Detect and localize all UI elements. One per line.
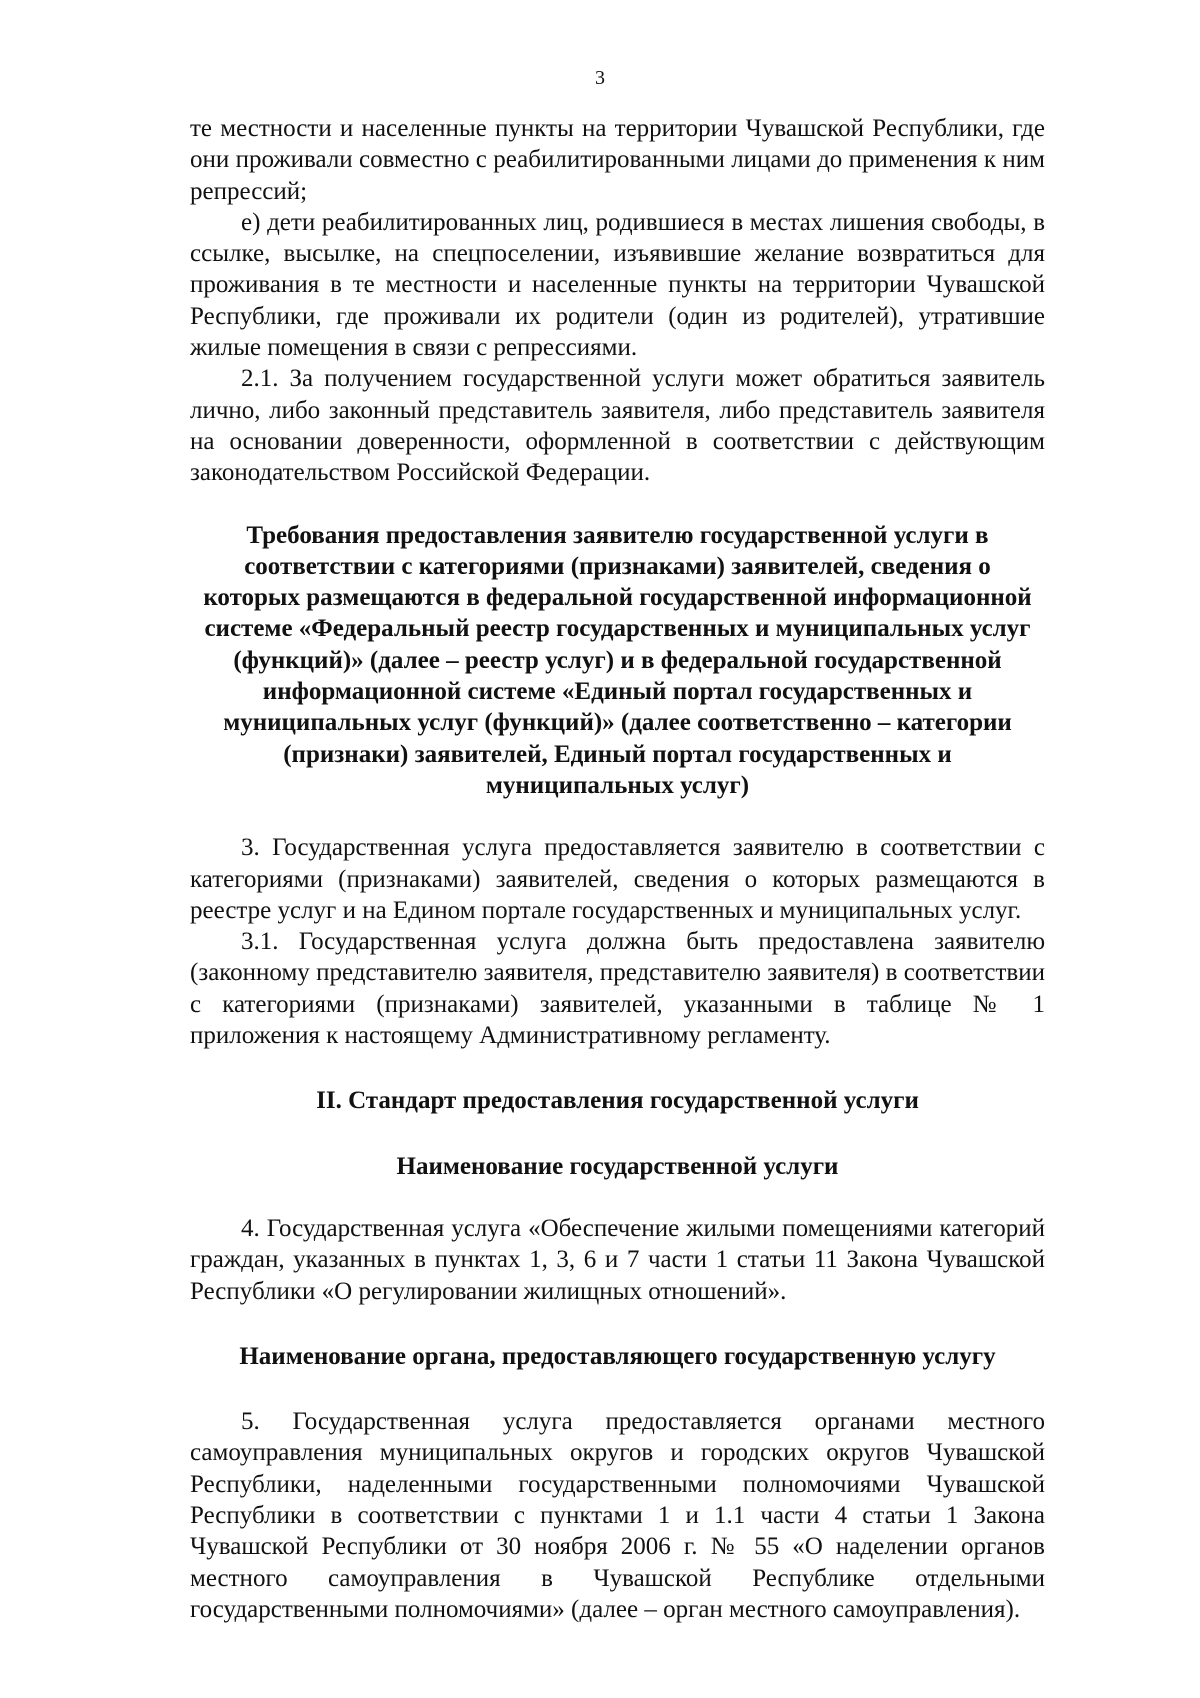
paragraph-5: 5. Государственная услуга предоставляется органами местного самоуправления муниципальных округов и городских округов Чувашской Республики, наделенными государственными полномочиями Чувашской Республики в соответствии с пунктами 1 и 1.1 части 4 статьи 1 Закона Чувашской Республики от 30 ноября 2006 г. № 55 «О наделении органов местного самоуправления в Чувашской Республике отдельными государственными полномочиями» (далее – орган местного самоуправления). [190,1408,1045,1623]
page-number: 3 [595,67,605,89]
heading-requirements: Требования предоставления заявителю государственной услуги в соответствии с категориями (признаками) заявителей, сведения о которых размещаются в федеральной государственной информационной системе «Федеральный реестр государственных и муниципальных услуг (функций)» (далее – реестр услуг) и в федеральной государственной информационной системе «Единый портал государственных и муниципальных услуг (функций)» (далее соответственно – категории (признаки) заявителей, Единый портал государственных и муниципальных услуг) [203,521,1032,799]
paragraph-2-1: 2.1. За получением государственной услуги может обратиться заявитель лично, либо законный представитель заявителя, либо представитель заявителя на основании доверенности, оформленной в соответствии с действующим законодательством Российской Федерации. [190,365,1045,487]
heading-section-ii: II. Стандарт предоставления государственной услуги [316,1087,919,1115]
paragraph-3: 3. Государственная услуга предоставляется заявителю в соответствии с категориями (признаками) заявителей, сведения о которых размещаются в реестре услуг и на Едином портале государственных и муниципальных услуг. [190,834,1045,924]
heading-authority: Наименование органа, предоставляющего государственную услугу [239,1342,996,1370]
heading-service-name: Наименование государственной услуги [396,1152,839,1180]
document-body [190,113,1045,1625]
paragraph-4: 4. Государственная услуга «Обеспечение жилыми помещениями категорий граждан, указанных в пунктах 1, 3, 6 и 7 части 1 статьи 11 Закона Чувашской Республики «О регулировании жилищных отношений». [190,1214,1045,1305]
paragraph-item-e: е) дети реабилитированных лиц, родившиеся в местах лишения свободы, в ссылке, высылке, на спецпоселении, изъявившие желание возвратиться для проживания в те местности и населенные пункты на территории Чувашской Республики, где проживали их родители (один из родителей), утратившие жилые помещения в связи с репрессиями. [190,208,1045,362]
paragraph-continuation: те местности и населенные пункты на территории Чувашской Республики, где они проживали совместно с реабилитированными лицами до применения к ним репрессий; [190,115,1045,205]
paragraph-3-1: 3.1. Государственная услуга должна быть предоставлена заявителю (законному представителю заявителя, представителю заявителя) в соответствии с категориями (признаками) заявителей, указанными в таблице № 1 приложения к настоящему Административному регламенту. [190,928,1045,1050]
